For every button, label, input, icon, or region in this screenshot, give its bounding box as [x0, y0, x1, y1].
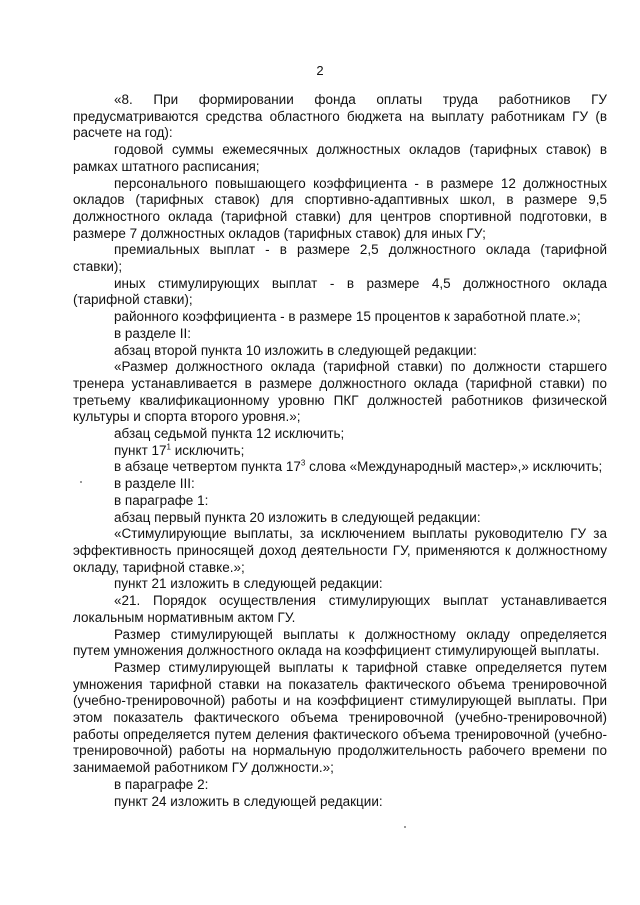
paragraph-item-17-3	[73, 459, 607, 476]
item-17-3-tail: слова «Международный мастер»,» исключить;	[305, 459, 603, 475]
item-17-1-text: пункт 17	[114, 442, 167, 458]
paragraph-section-2: в разделе II:	[114, 325, 192, 341]
item-17-1-superscript: 1	[166, 442, 171, 452]
paragraph-item-20: абзац первый пункта 20 изложить в следующей редакции:	[114, 509, 481, 525]
paragraph-subsection-2: в параграфе 2:	[114, 776, 209, 792]
scan-artifact	[80, 481, 82, 483]
paragraph-section-3: в разделе III:	[114, 476, 195, 492]
document-body	[73, 92, 607, 810]
paragraph-rate-incentive-size: Размер стимулирующей выплаты к тарифной ставке определяется путем умножения тарифной ставки на показатель фактического объема тренировочной (учебно-тренировочной) работы и на коэффициент стимулирующей выплаты. При этом показатель фактического объема тренировочной (учебно-тренировочной) работы определяется путем деления фактического объема тренировочной (учебно-тренировочной) работы на нормальную продолжительность рабочего времени по занимаемой работником ГУ должности.»;	[73, 659, 607, 776]
paragraph-8-intro: «8. При формировании фонда оплаты труда работников ГУ предусматриваются средства областного бюджета на выплату работникам ГУ (в расчете на год):	[73, 92, 607, 141]
paragraph-subsection-1: в параграфе 1:	[114, 492, 209, 508]
paragraph-annual-salaries: годовой суммы ежемесячных должностных окладов (тарифных ставок) в рамках штатного расписания;	[73, 142, 607, 174]
paragraph-item-17-1	[73, 443, 607, 460]
paragraph-salary-incentive-size: Размер стимулирующей выплаты к должностному окладу определяется путем умножения должностного оклада на коэффициент стимулирующей выплаты.	[73, 626, 607, 659]
paragraph-item-10: абзац второй пункта 10 изложить в следующей редакции:	[114, 342, 477, 358]
paragraph-regional-coefficient: районного коэффициента - в размере 15 процентов к заработной плате.»;	[114, 309, 581, 325]
paragraph-personal-coefficient: персонального повышающего коэффициента - в размере 12 должностных окладов (тарифных ставок) для спортивно-адаптивных школ, в размере 9,5 должностного оклада (тарифной ставки) для центров спортивной подготовки, в размере 7 должностных окладов (тарифных ставок) для иных ГУ;	[73, 175, 607, 241]
item-17-3-text: в абзаце четвертом пункта 17	[114, 459, 301, 475]
paragraph-item-12: абзац седьмой пункта 12 исключить;	[114, 426, 345, 442]
paragraph-item-24: пункт 24 изложить в следующей редакции:	[114, 793, 383, 809]
paragraph-bonus-payments: премиальных выплат - в размере 2,5 должностного оклада (тарифной ставки);	[73, 242, 607, 275]
paragraph-other-incentives: иных стимулирующих выплат - в размере 4,5 должностного оклада (тарифной ставки);	[73, 275, 607, 308]
page-number: 2	[316, 63, 324, 78]
paragraph-item-21: пункт 21 изложить в следующей редакции:	[114, 576, 383, 592]
scan-artifact	[404, 826, 406, 828]
paragraph-senior-trainer-salary: «Размер должностного оклада (тарифной ставки) по должности старшего тренера устанавливается в размере должностного оклада (тарифной ставки) по третьему квалификационному уровню ПКГ должностей работников физической культуры и спорта второго уровня.»;	[73, 359, 607, 425]
paragraph-item-21-text: «21. Порядок осуществления стимулирующих выплат устанавливается локальным нормативным актом ГУ.	[73, 593, 607, 625]
item-17-1-tail: исключить;	[170, 442, 245, 458]
paragraph-incentive-payments: «Стимулирующие выплаты, за исключением выплаты руководителю ГУ за эффективность приносящей доход деятельности ГУ, применяются к должностному окладу, тарифной ставке.»;	[73, 526, 607, 575]
item-17-3-superscript: 3	[300, 458, 306, 468]
